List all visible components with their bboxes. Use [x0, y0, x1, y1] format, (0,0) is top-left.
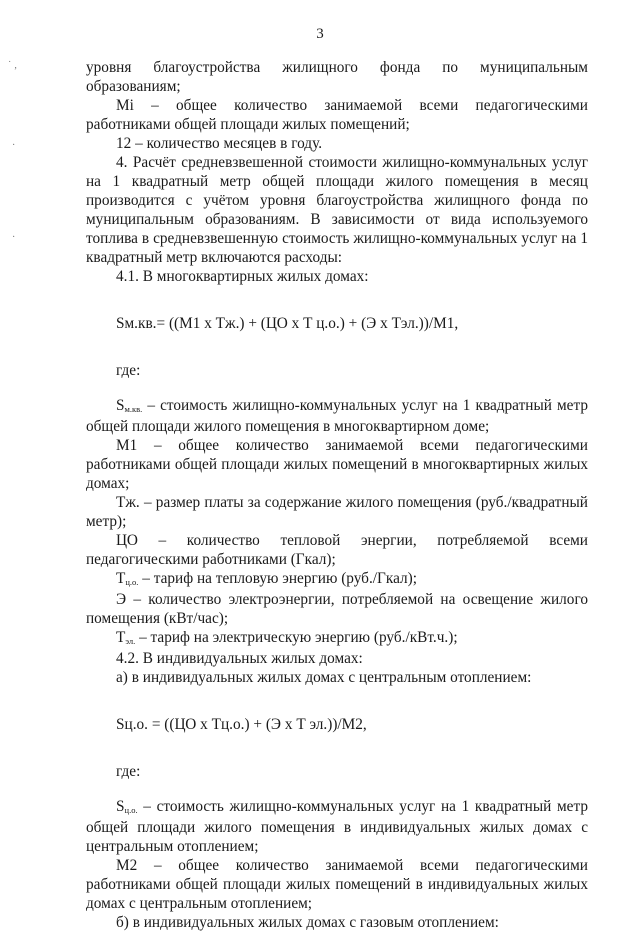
symbol-subscript: ц.о. — [124, 805, 138, 815]
definition: Тж. – размер платы за содержание жилого помещения (руб./квадратный метр); — [86, 494, 588, 530]
section-heading: 4.2. В индивидуальных жилых домах: — [116, 650, 363, 667]
scan-mark: · — [12, 140, 16, 151]
definition-text: – стоимость жилищно-коммунальных услуг на 1 квадратный метр общей площади жилого помещения в многоквартирном доме; — [86, 397, 588, 435]
symbol: S — [116, 798, 125, 815]
definition — [86, 396, 588, 436]
definition — [86, 569, 588, 590]
paragraph: уровня благоустройства жилищного фонда по муниципальным образованиям; — [86, 59, 588, 95]
formula-central-heating: Sц.о. = ((ЦО x Тц.о.) + (Э x Т эл.))/M2, — [116, 716, 367, 733]
document-body — [86, 58, 588, 932]
definition-text: – тариф на электрическую энергию (руб./кВт.ч.); — [139, 629, 458, 646]
paragraph: б) в индивидуальных жилых домах с газовым отоплением: — [116, 914, 499, 931]
definition-text: – тариф на тепловую энергию (руб./Гкал); — [142, 570, 417, 587]
definition: M1 – общее количество занимаемой всеми педагогическими работниками общей площади жилых помещений в многоквартирных жилых домах; — [86, 437, 588, 492]
symbol: Т — [116, 629, 126, 646]
symbol-subscript: м.кв. — [124, 404, 143, 414]
paragraph: Mi – общее количество занимаемой всеми педагогическими работниками общей площади жилых помещений; — [86, 97, 588, 133]
section-heading: 4.1. В многоквартирных жилых домах: — [116, 268, 369, 285]
symbol: S — [116, 397, 125, 414]
where-label: где: — [116, 362, 141, 379]
definition — [86, 797, 588, 856]
symbol: Т — [116, 570, 126, 587]
definition — [86, 628, 588, 649]
paragraph: 12 – количество месяцев в году. — [116, 135, 323, 152]
scan-mark: ˙ ‚ — [8, 60, 18, 71]
definition: ЦО – количество тепловой энергии, потребляемой всеми педагогическими работниками (Гкал); — [86, 532, 588, 568]
symbol-subscript: ц.о. — [125, 577, 139, 587]
formula-apartment: Sм.кв.= ((M1 x Тж.) + (ЦО x Т ц.о.) + (Э x Тэл.))/M1, — [116, 315, 459, 332]
page-number: 3 — [316, 26, 324, 42]
definition-text: – стоимость жилищно-коммунальных услуг на 1 квадратный метр общей площади жилого помещения в индивидуальных жилых домах с центральным отоплением; — [86, 798, 588, 855]
scan-mark: · — [12, 232, 16, 243]
definition: Э – количество электроэнергии, потребляемой на освещение жилого помещения (кВт/час); — [86, 591, 588, 627]
symbol-subscript: эл. — [125, 636, 136, 646]
where-label: где: — [116, 763, 141, 780]
paragraph: 4. Расчёт средневзвешенной стоимости жилищно-коммунальных услуг на 1 квадратный метр общей площади жилого помещения в месяц производится с учётом уровня благоустройства жилищного фонда по муниципальным образованиям. В зависимости от вида используемого топлива в средневзвешенную стоимость жилищно-коммунальных услуг на 1 квадратный метр включаются расходы: — [86, 154, 588, 266]
paragraph: а) в индивидуальных жилых домах с центральным отоплением: — [116, 669, 532, 686]
definition: M2 – общее количество занимаемой всеми педагогическими работниками общей площади жилых помещений в индивидуальных жилых домах с центральным отоплением; — [86, 857, 588, 912]
